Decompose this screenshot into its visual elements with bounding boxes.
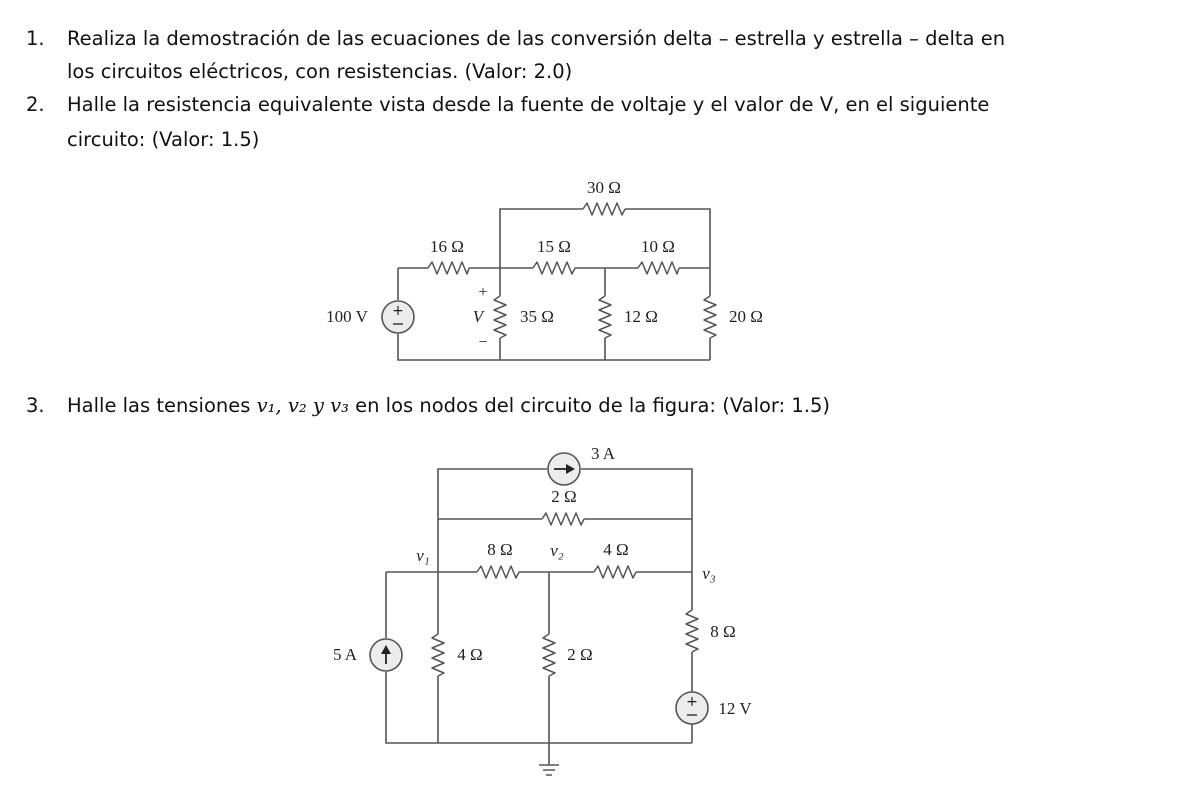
label-5a: 5 A	[332, 645, 358, 664]
question-number: 3.	[26, 394, 45, 417]
label-10-ohm: 10 Ω	[641, 237, 675, 256]
question-text-line: Realiza la demostración de las ecuaciones de las conversión delta – estrella y estrella – delta en	[67, 27, 1006, 50]
question-text-line: los circuitos eléctricos, con resistencias. (Valor: 2.0)	[67, 60, 573, 83]
label-plus: +	[478, 284, 488, 301]
label-35-ohm: 35 Ω	[520, 307, 554, 326]
resistor-8-right	[686, 610, 698, 652]
label-100-v: 100 V	[326, 307, 368, 326]
label-4-ohm: 4 Ω	[603, 540, 629, 559]
question-text-line: circuito: (Valor: 1.5)	[67, 128, 260, 151]
label-12v: 12 V	[718, 699, 752, 718]
label-30-ohm: 30 Ω	[587, 178, 621, 197]
label-v2: v₂	[550, 541, 564, 560]
label-20-ohm: 20 Ω	[729, 307, 763, 326]
label-12-ohm: 12 Ω	[624, 307, 658, 326]
label-v1: v₁	[416, 546, 430, 565]
ground-icon	[539, 765, 559, 775]
label-minus: −	[478, 334, 488, 351]
label-15-ohm: 15 Ω	[537, 237, 571, 256]
label-3a: 3 A	[590, 444, 616, 463]
label-v: V	[472, 307, 484, 326]
voltage-source-12v-icon	[676, 692, 708, 724]
question-math: v₁, v₂ y v₃	[256, 394, 349, 417]
resistor-8	[477, 566, 519, 578]
question-number: 1.	[26, 27, 45, 50]
label-16-ohm: 16 Ω	[430, 237, 464, 256]
label-8-ohm-right: 8 Ω	[710, 622, 736, 641]
label-2-ohm-mid: 2 Ω	[567, 645, 593, 664]
label-2-ohm-top: 2 Ω	[551, 487, 577, 506]
current-source-5a-icon	[370, 639, 402, 671]
question-text-prefix: Halle las tensiones	[67, 394, 257, 417]
resistor-4	[594, 566, 636, 578]
question-text-suffix: en los nodos del circuito de la figura: (Valor: 1.5)	[348, 394, 830, 417]
question-number: 2.	[26, 93, 45, 116]
resistor-4-left	[432, 634, 444, 676]
label-v3: v₃	[702, 564, 716, 583]
current-source-3a-icon	[548, 453, 580, 485]
resistor-2-mid	[543, 634, 555, 676]
label-4-ohm-left: 4 Ω	[457, 645, 483, 664]
svg-text:+: +	[392, 303, 404, 319]
resistor-2-top	[542, 513, 584, 525]
svg-text:+: +	[686, 694, 698, 710]
label-8-ohm: 8 Ω	[487, 540, 513, 559]
question-text-line: Halle la resistencia equivalente vista desde la fuente de voltaje y el valor de V, en el siguiente	[67, 93, 990, 116]
wire	[438, 519, 692, 572]
